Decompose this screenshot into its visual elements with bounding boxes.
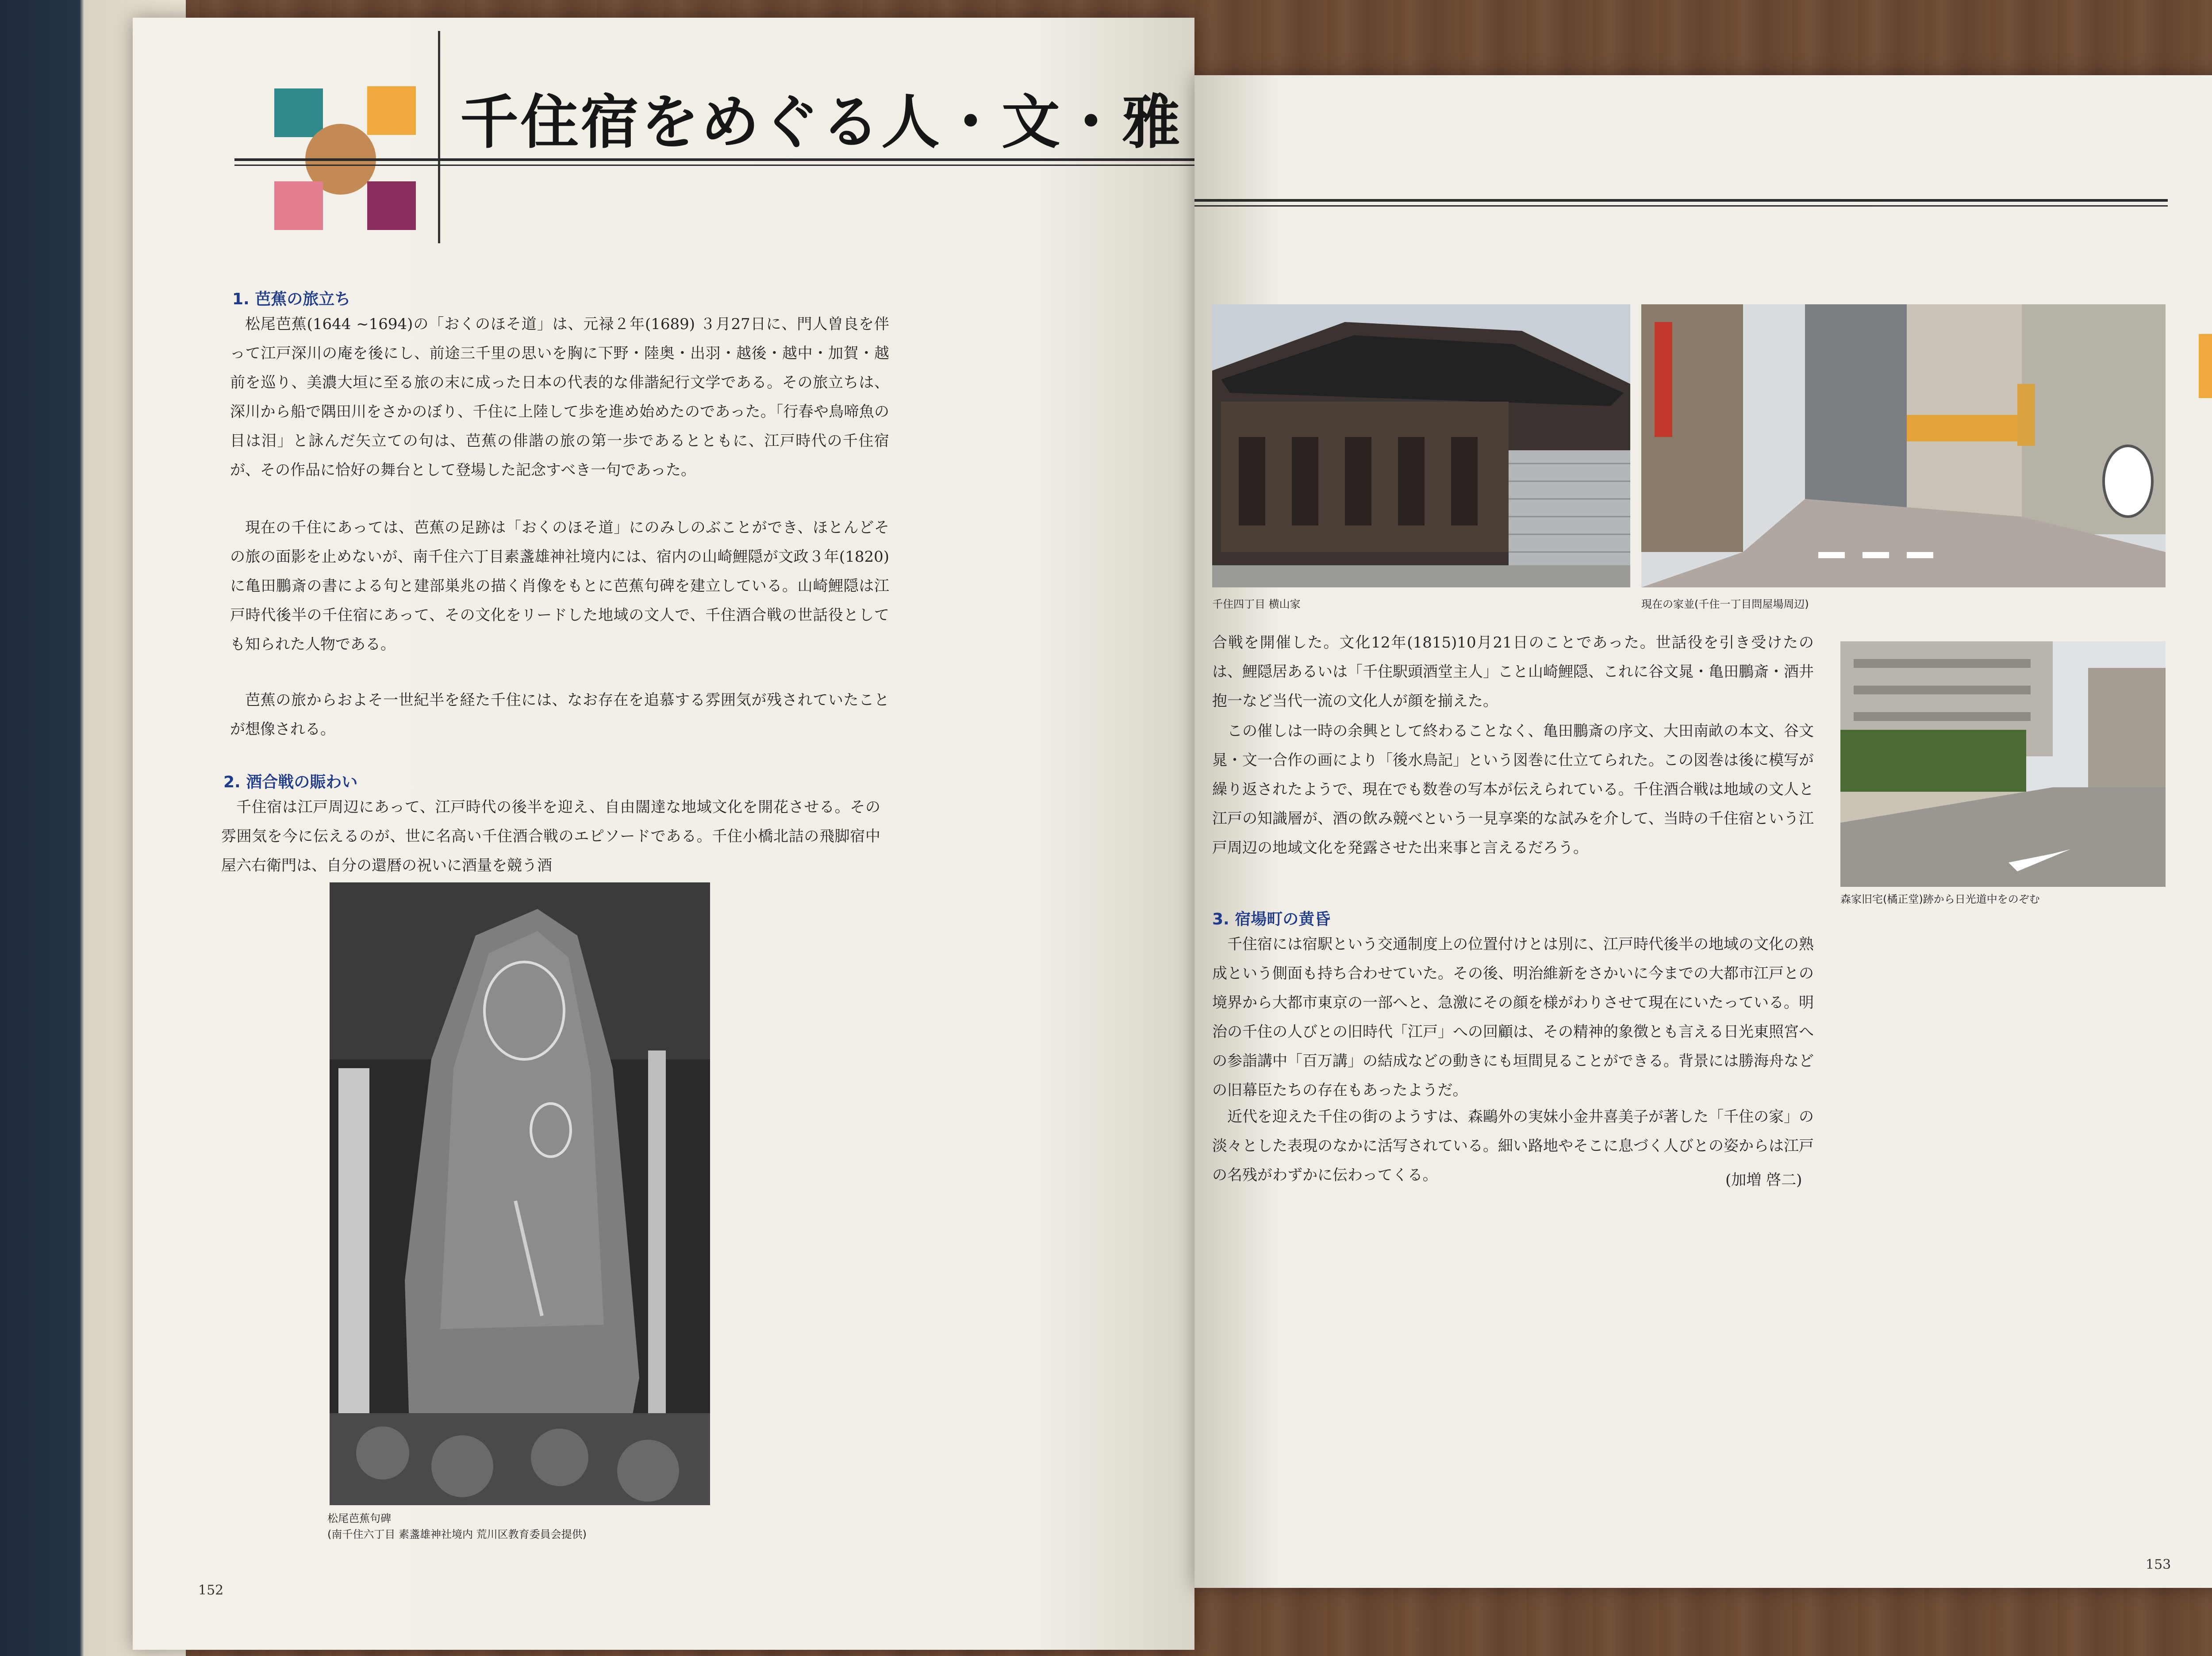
teal-square-ornament <box>274 88 323 137</box>
section2-cont-paragraph-2: この催しは一時の余興として終わることなく、亀田鵬斎の序文、大田南畝の本文、谷文晁・文一合作の画により「後水鳥記」という図巻に仕立てられた。この図巻は後に模写が繰り返されたようで、現在でも数巻の写本が伝えられている。千住酒合戦は地域の文人と江戸の知識層が、酒の飲み競べという一見享楽的な試みを介して、当時の千住宿という江戸周辺の地域文化を発露させた出来事と言えるだろう。 <box>1212 722 1814 857</box>
townscape-photo <box>1641 304 2166 587</box>
section-heading-1: 1. 芭蕉の旅立ち <box>232 290 351 308</box>
basho-stone-monument-photo <box>330 882 710 1505</box>
page-title: 千住宿をめぐる人・文・雅 <box>460 88 1182 157</box>
section2-cont-paragraph-1: 合戦を開催した。文化12年(1815)10月21日のことであった。世話役を引き受けたのは、鯉隠居あるいは「千住駅頭酒堂主人」こと山崎鯉隠、これに谷文晁・亀田鵬斎・酒井抱一など当代一流の文化人が顔を揃えた。 <box>1212 634 1814 710</box>
section-heading-3: 3. 宿場町の黄昏 <box>1212 910 1331 928</box>
mori-house-site-photo <box>1840 641 2166 887</box>
photo-caption-basho-monument: 松尾芭蕉句碑 (南千住六丁目 素盞雄神社境内 荒川区教育委員会提供) <box>327 1512 587 1541</box>
section1-paragraph-2: 現在の千住にあっては、芭蕉の足跡は「おくのほそ道」にのみしのぶことができ、ほとんどその旅の面影を止めないが、南千住六丁目素盞雄神社境内には、宿内の山崎鯉隠が文政３年(1820)に亀田鵬斎の書による句と建部巣兆の描く肖像をもとに芭蕉句碑を建立している。山崎鯉隠は江戸時代後半の千住宿にあって、その文化をリードした地域の文人で、千住酒合戦の世話役としても知られた人物である。 <box>230 519 889 653</box>
right-page <box>1194 75 2212 1588</box>
title-vertical-rule <box>438 31 440 243</box>
section3-paragraph-1: 千住宿には宿駅という交通制度上の位置付けとは別に、江戸時代後半の地域の文化の熟成という側面も持ち合わせていた。その後、明治維新をさかいに今までの大都市江戸との境界から大都市東京の一部へと、急激にその顔を様がわりさせて現在にいたっている。明治の千住の人びとの旧時代「江戸」への回顧は、その精神的象徴とも言える日光東照宮への参詣講中「百万講」の結成などの動きにも垣間見ることができる。背景には勝海舟などの旧幕臣たちの存在もあったようだ。 <box>1212 935 1814 1099</box>
purple-square-ornament <box>367 181 416 230</box>
section-heading-2: 2. 酒合戦の賑わい <box>223 773 358 791</box>
title-rule-thin <box>234 165 1194 166</box>
section1-paragraph-1: 松尾芭蕉(1644 ~1694)の「おくのほそ道」は、元禄２年(1689) ３月27日に、門人曽良を伴って江戸深川の庵を後にし、前途三千里の思いを胸に下野・陸奥・出羽・越後・越中・加賀・越前を巡り、美濃大垣に至る旅の末に成った日本の代表的な俳諧紀行文学である。その旅立ちは、深川から船で隅田川をさかのぼり、千住に上陸して歩を進め始めたのであった。「行春や鳥啼魚の目は泪」と詠んだ矢立ての句は、芭蕉の俳諧の旅の第一歩であるとともに、江戸時代の千住宿が、その作品に恰好の舞台として登場した記念すべき一句であった。 <box>230 315 889 479</box>
photo-caption-yokoyama: 千住四丁目 横山家 <box>1212 598 1301 610</box>
page-number-left: 152 <box>198 1583 224 1598</box>
right-rule-thin <box>1194 205 2168 207</box>
right-rule-thick <box>1194 199 2168 202</box>
yokoyama-house-photo <box>1212 304 1630 587</box>
photo-caption-townscape: 現在の家並(千住一丁目問屋場周辺) <box>1641 598 1809 610</box>
orange-tab-marker <box>2199 334 2212 398</box>
section1-paragraph-3: 芭蕉の旅からおよそ一世紀半を経た千住には、なお存在を追慕する雰囲気が残されていたことが想像される。 <box>230 691 889 738</box>
pink-square-ornament <box>274 181 323 230</box>
photo-caption-mori-house: 森家旧宅(橘正堂)跡から日光道中をのぞむ <box>1840 893 2040 905</box>
author-credit: (加増 啓二) <box>1725 1171 1802 1189</box>
section2-paragraph-1: 千住宿は江戸周辺にあって、江戸時代の後半を迎え、自由闊達な地域文化を開花させる。その雰囲気を今に伝えるのが、世に名高い千住酒合戦のエピソードである。千住小橋北詰の飛脚宿中屋六右衛門は、自分の還暦の祝いに酒量を競う酒 <box>221 798 880 874</box>
orange-square-ornament <box>367 86 416 135</box>
left-page <box>133 18 1194 1650</box>
section3-paragraph-2: 近代を迎えた千住の街のようすは、森鷗外の実妹小金井喜美子が著した「千住の家」の淡々とした表現のなかに活写されている。細い路地やそこに息づく人びとの姿からは江戸の名残がわずかに伝わってくる。 <box>1212 1108 1814 1184</box>
page-number-right: 153 <box>2146 1557 2171 1572</box>
